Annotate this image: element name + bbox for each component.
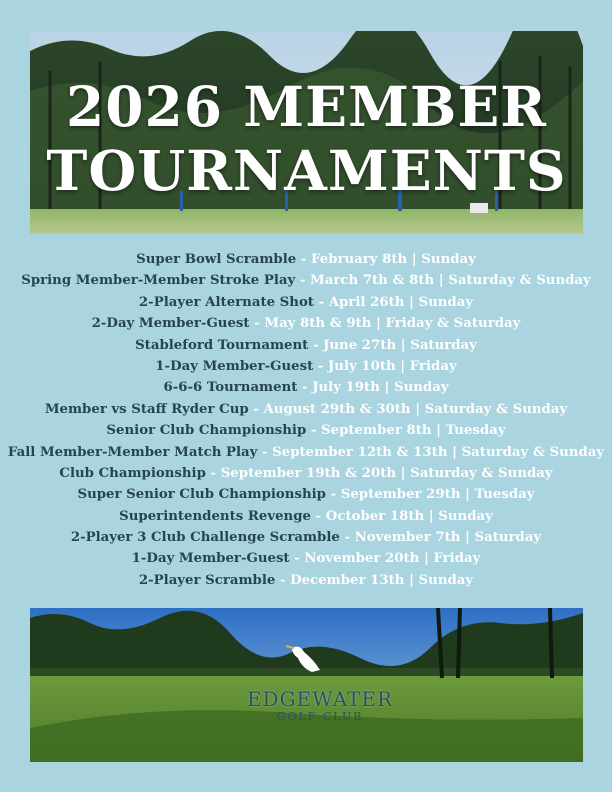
event-name: Club Championship [59,465,206,481]
event-item [0,377,612,398]
event-date: March 7th & 8th | Saturday & Sunday [310,273,591,289]
event-separator: - [310,508,326,524]
event-item [0,313,612,334]
event-date: July 10th | Friday [328,358,457,374]
club-subtitle: GOLF CLUB [276,710,364,723]
event-name: Superintendents Revenge [119,508,311,524]
event-separator: - [248,401,264,417]
event-date: February 8th | Sunday [311,252,476,267]
event-separator: - [297,380,313,396]
page-title [30,75,583,203]
club-name: EDGEWATER [246,687,394,711]
tournament-schedule [0,249,612,591]
event-item [0,249,612,270]
hero-photo [30,31,583,234]
event-item [0,270,612,291]
fairway-photo [30,608,583,762]
event-name: Senior Club Championship [106,423,307,439]
event-item [0,420,612,441]
title-line-1: 2026 MEMBER [65,74,548,139]
event-name: Stableford Tournament [135,337,309,353]
event-separator: - [289,551,305,567]
event-date: June 27th | Saturday [323,337,477,353]
event-separator: - [275,572,291,588]
event-date: November 7th | Saturday [354,530,542,546]
event-separator: - [249,316,265,332]
event-item [0,292,612,313]
event-name: 1-Day Member-Guest [155,358,314,374]
event-item [0,570,612,591]
footer-photo [30,608,583,762]
event-item [0,356,612,377]
event-name: 2-Player 3 Club Challenge Scramble [70,530,340,546]
event-name: 1-Day Member-Guest [131,551,290,567]
event-separator: - [295,273,311,289]
event-name: 6-6-6 Tournament [163,380,298,396]
event-date: December 13th | Sunday [290,572,474,588]
event-name: 2-Day Member-Guest [91,316,250,332]
event-separator: - [306,423,322,439]
event-name: Super Senior Club Championship [77,487,326,503]
event-separator: - [205,465,221,481]
event-date: September 29th | Tuesday [340,487,535,503]
event-item [0,548,612,569]
club-logo [220,688,420,724]
event-separator: - [325,487,341,503]
event-item [0,527,612,548]
event-date: May 8th & 9th | Friday & Saturday [264,316,521,332]
event-separator: - [339,530,355,546]
event-separator: - [313,358,328,374]
event-name: Spring Member-Member Stroke Play [21,273,296,289]
event-item [0,506,612,527]
event-separator: - [257,444,273,460]
event-separator: - [296,252,312,267]
event-separator: - [308,337,324,353]
event-item [0,335,612,356]
event-item [0,463,612,484]
event-name: 2-Player Alternate Shot [138,294,314,310]
event-name: Member vs Staff Ryder Cup [44,401,249,417]
event-date: July 19th | Sunday [312,380,449,396]
event-date: September 12th & 13th | Saturday & Sunday [272,444,605,460]
event-item [0,399,612,420]
event-separator: - [313,294,329,310]
event-date: August 29th & 30th | Saturday & Sunday [263,401,568,417]
event-date: September 8th | Tuesday [321,423,506,439]
event-item [0,484,612,505]
event-name: 2-Player Scramble [138,572,276,588]
event-date: October 18th | Sunday [325,508,493,524]
event-item [0,442,612,463]
event-name: Super Bowl Scramble [136,252,297,267]
event-date: November 20th | Friday [304,551,481,567]
event-date: September 19th & 20th | Saturday & Sunday [220,465,553,481]
event-date: April 26th | Sunday [328,294,474,310]
event-name: Fall Member-Member Match Play [7,444,258,460]
title-line-2: TOURNAMENTS [46,138,567,203]
